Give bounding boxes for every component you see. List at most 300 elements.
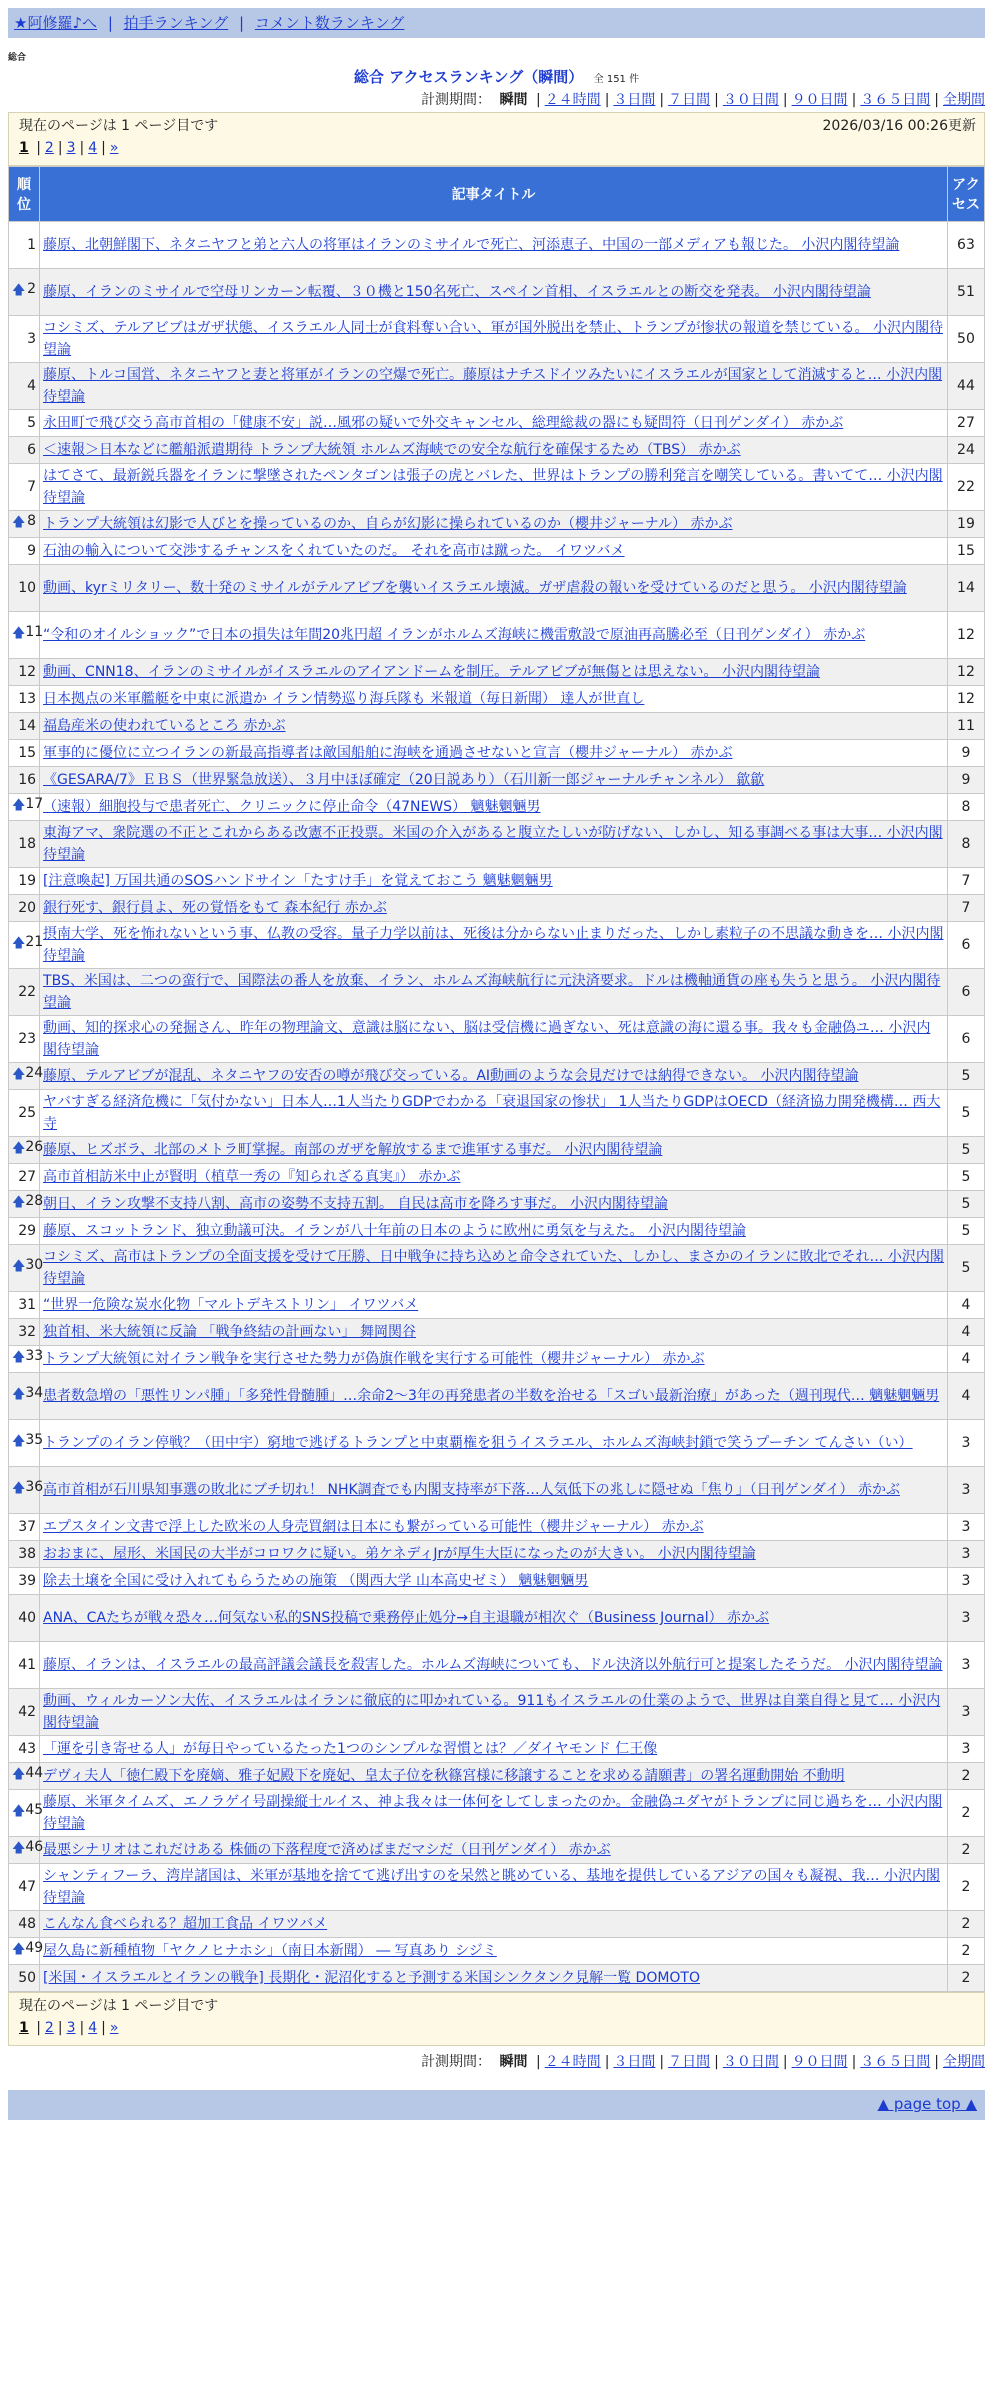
rank-cell <box>9 1420 44 1466</box>
title-cell <box>40 1063 947 1089</box>
ranking-row <box>9 1911 984 1937</box>
page-current: 1 <box>19 2020 29 2036</box>
rank-number: 27 <box>18 1169 37 1185</box>
rank-cell <box>9 612 44 658</box>
period-link[interactable]: ３０日間 <box>722 92 779 108</box>
title-cell <box>40 659 947 685</box>
ranking-row <box>9 269 984 315</box>
rank-number: 42 <box>18 1704 37 1720</box>
page-link[interactable]: 2 <box>44 140 54 156</box>
title-cell <box>40 1965 947 1991</box>
ranking-row <box>9 1965 984 1991</box>
page-link[interactable]: 4 <box>88 2020 98 2036</box>
rank-number: 28 <box>25 1193 44 1209</box>
rank-up-arrow-icon: 🡅 <box>12 1804 26 1819</box>
rank-cell <box>9 437 39 463</box>
ranking-row <box>9 1763 984 1789</box>
rank-number: 34 <box>25 1385 44 1401</box>
article-title-link[interactable]: トランプのイラン停戦？（田中宇）窮地で逃げるトランプと中東覇権を狙うイスラエル、ホルムズ海峡封鎖で笑うプーチン てんさい（い） <box>43 1435 913 1451</box>
page-separator: | <box>79 140 85 156</box>
rank-cell <box>9 740 39 766</box>
access-count: 12 <box>948 659 984 685</box>
rank-cell <box>9 1319 39 1345</box>
rank-cell <box>9 222 39 268</box>
access-count: 5 <box>948 1063 984 1089</box>
ranking-row <box>9 316 984 362</box>
title-cell <box>40 1467 947 1513</box>
period-link[interactable]: ３０日間 <box>722 2054 779 2070</box>
rank-up-arrow-icon: 🡅 <box>12 1259 26 1274</box>
rank-cell <box>9 922 44 968</box>
article-title-link[interactable]: “令和のオイルショック”で日本の損失は年間20兆円超 イランがホルムズ海峡に機雷敷設で原油再高騰必至（日刊ゲンダイ） 赤かぶ <box>43 627 866 643</box>
rank-cell <box>9 316 39 362</box>
rank-number: 40 <box>18 1610 37 1626</box>
article-title-link[interactable]: はてさて、最新鋭兵器をイランに撃墜されたペンタゴンは張子の虎とバレた、世界はトランプの勝利発言を嘲笑している。書いてて… 小沢内閣待望論 <box>43 468 943 506</box>
title-cell <box>40 794 947 820</box>
article-title-link[interactable]: [注意喚起] 万国共通のSOSハンドサイン「たすけ手」を覚えておこう 魑魅魍魎男 <box>43 873 553 889</box>
period-separator: | <box>535 92 541 108</box>
rank-number: 29 <box>18 1223 37 1239</box>
page-title: 総合 アクセスランキング（瞬間） <box>353 68 584 86</box>
article-title-link[interactable]: トランプ大統領は幻影で人びとを操っているのか、自らが幻影に操られているのか（櫻井ジャーナル） 赤かぶ <box>43 516 733 532</box>
period-separator: | <box>659 92 665 108</box>
article-title-link[interactable]: ヤバすぎる経済危機に「気付かない」日本人…1人当たりGDPでわかる「衰退国家の惨状」 1人当たりGDPはOECD（経済協力開発機構… 西大寺 <box>43 1094 941 1132</box>
article-title-link[interactable]: 除去土壌を全国に受け入れてもらうための施策 （関西大学 山本高史ゼミ） 魑魅魍魎男 <box>43 1573 589 1589</box>
access-count: 3 <box>948 1642 984 1688</box>
access-count: 6 <box>948 969 984 1015</box>
title-cell <box>40 1245 947 1291</box>
title-cell <box>40 1568 947 1594</box>
rank-cell <box>9 538 39 564</box>
rank-up-arrow-icon: 🡅 <box>12 1481 26 1496</box>
rank-cell <box>9 1063 44 1089</box>
ranking-row <box>9 1420 984 1466</box>
next-page-link[interactable]: » <box>109 2020 119 2036</box>
ranking-row <box>9 1245 984 1291</box>
rank-cell <box>9 659 39 685</box>
rank-number: 11 <box>25 624 44 640</box>
rank-up-arrow-icon: 🡅 <box>12 515 26 530</box>
rank-number: 35 <box>25 1432 44 1448</box>
title-cell <box>40 1137 947 1163</box>
rank-number: 22 <box>18 984 37 1000</box>
title-cell <box>40 1218 947 1244</box>
ranking-row <box>9 1938 984 1964</box>
ranking-row <box>9 1016 984 1062</box>
ranking-heading <box>8 66 985 88</box>
article-title-link[interactable]: 石油の輸入について交渉するチャンスをくれていたのだ。 それを高市は蹴った。 イワツバメ <box>43 543 625 559</box>
ranking-row <box>9 1595 984 1641</box>
period-link[interactable]: ３６５日間 <box>860 2054 931 2070</box>
rank-cell <box>9 1736 39 1762</box>
rank-cell <box>9 565 39 611</box>
title-cell <box>40 1164 947 1190</box>
access-count: 4 <box>948 1292 984 1318</box>
rank-number: 37 <box>18 1519 37 1535</box>
rank-number: 12 <box>18 664 37 680</box>
title-cell <box>40 821 947 867</box>
article-title-link[interactable]: 藤原、イランのミサイルで空母リンカーン転覆、３０機と150名死亡、スペイン首相、イスラエルとの断交を発表。 小沢内閣待望論 <box>43 284 871 300</box>
ranking-row <box>9 464 984 510</box>
article-title-link[interactable]: 福島産米の使われているところ 赤かぶ <box>43 718 286 734</box>
period-separator: | <box>782 92 788 108</box>
rank-cell <box>9 868 39 894</box>
rank-cell <box>9 821 39 867</box>
title-cell <box>40 1016 947 1062</box>
top-nav-bar <box>8 8 985 38</box>
rank-number: 21 <box>25 934 44 950</box>
rank-number: 38 <box>18 1546 37 1562</box>
title-cell <box>40 1420 947 1466</box>
page-separator: | <box>57 2020 63 2036</box>
period-link[interactable]: ７日間 <box>668 92 711 108</box>
article-title-link[interactable]: （速報）細胞投与で患者死亡、クリニックに停止命令（47NEWS） 魑魅魍魎男 <box>43 799 541 815</box>
period-link[interactable]: ２４時間 <box>544 2054 601 2070</box>
rank-cell <box>9 1514 39 1540</box>
access-count: 44 <box>948 363 984 409</box>
rank-number: 20 <box>18 900 37 916</box>
access-count: 3 <box>948 1736 984 1762</box>
article-title-link[interactable]: 藤原、テルアビブが混乱、ネタニヤフの安否の噂が飛び交っている。AI動画のような会見だけでは納得できない。 小沢内閣待望論 <box>43 1068 859 1084</box>
rank-number: 5 <box>27 415 37 431</box>
access-count: 5 <box>948 1137 984 1163</box>
title-cell <box>40 612 947 658</box>
pagination <box>19 137 976 161</box>
access-count: 5 <box>948 1164 984 1190</box>
title-cell <box>40 1319 947 1345</box>
ranking-row <box>9 868 984 894</box>
period-link[interactable]: 全期間 <box>943 2054 985 2070</box>
ranking-row <box>9 612 984 658</box>
access-count: 3 <box>948 1568 984 1594</box>
rank-number: 47 <box>18 1879 37 1895</box>
rank-cell <box>9 1016 39 1062</box>
title-cell <box>40 1864 947 1910</box>
title-cell <box>40 1514 947 1540</box>
period-separator: | <box>714 2054 719 2070</box>
page-separator: | <box>101 2020 106 2036</box>
period-link[interactable]: ９０日間 <box>791 92 848 108</box>
article-title-link[interactable]: 《GESARA/7》ＥＢＳ（世界緊急放送）、３月中ほぼ確定（20日説あり）（石川新一郎ジャーナルチャンネル） 歙歙 <box>43 772 765 788</box>
article-title-link[interactable]: 藤原、イランは、イスラエルの最高評議会議長を殺害した。ホルムズ海峡についても、ドル決済以外航行可と提案したそうだ。 小沢内閣待望論 <box>43 1657 943 1673</box>
rank-cell <box>9 1218 39 1244</box>
period-separator: | <box>604 2054 610 2070</box>
rank-up-arrow-icon: 🡅 <box>12 798 26 813</box>
article-title-link[interactable]: 動画、知的探求心の発掘さん、昨年の物理論文、意識は脳にない、脳は受信機に過ぎない、死は意識の海に還る事。我々も金融偽ユ… 小沢内閣待望論 <box>43 1020 931 1058</box>
article-title-link[interactable]: 独首相、米大統領に反論 「戦争終結の計画ない」 舞岡関谷 <box>43 1324 416 1340</box>
title-cell <box>40 1642 947 1688</box>
ranking-row <box>9 363 984 409</box>
access-count: 2 <box>948 1763 984 1789</box>
article-title-link[interactable]: ANA、CAたちが戦々恐々…何気ない私的SNS投稿で乗務停止処分→自主退職が相次ぐ（Business Journal） 赤かぶ <box>43 1610 770 1626</box>
rank-number: 31 <box>18 1297 37 1313</box>
rank-cell <box>9 1292 39 1318</box>
title-cell <box>40 464 947 510</box>
article-title-link[interactable]: 日本拠点の米軍艦艇を中東に派遣か イラン情勢巡り海兵隊も 米報道（毎日新聞） 達人が世直し <box>43 691 645 707</box>
rank-cell <box>9 1541 39 1567</box>
access-count: 3 <box>948 1541 984 1567</box>
rank-number: 3 <box>27 331 37 347</box>
rank-number: 32 <box>18 1324 37 1340</box>
rank-cell <box>9 363 39 409</box>
ranking-row <box>9 1568 984 1594</box>
rank-number: 18 <box>18 836 37 852</box>
article-title-link[interactable]: “世界一危険な炭水化物「マルトデキストリン」 イワツバメ <box>43 1297 419 1313</box>
title-cell <box>40 410 947 436</box>
period-separator: | <box>851 2054 857 2070</box>
access-count: 6 <box>948 1016 984 1062</box>
rank-up-arrow-icon: 🡅 <box>12 1350 26 1365</box>
title-cell <box>40 1191 947 1217</box>
nav-separator: | <box>107 14 113 32</box>
period-link[interactable]: 全期間 <box>943 92 985 108</box>
current-page-text: 現在のページは 1 ページ目です <box>19 118 219 134</box>
rank-cell <box>9 794 44 820</box>
title-cell <box>40 1911 947 1937</box>
current-page-text: 現在のページは 1 ページ目です <box>19 1998 219 2014</box>
article-title-link[interactable]: 最悪シナリオはこれだけある 株価の下落程度で済めばまだマシだ（日刊ゲンダイ） 赤かぶ <box>43 1842 611 1858</box>
article-title-link[interactable]: 高市首相訪米中止が賢明（植草一秀の『知られざる真実』） 赤かぶ <box>43 1169 461 1185</box>
title-cell <box>40 565 947 611</box>
access-count: 15 <box>948 538 984 564</box>
title-cell <box>40 1790 947 1836</box>
title-cell <box>40 538 947 564</box>
title-cell <box>40 895 947 921</box>
access-count: 5 <box>948 1245 984 1291</box>
ranking-row <box>9 222 984 268</box>
access-count: 14 <box>948 565 984 611</box>
article-title-link[interactable]: 患者数急増の「悪性リンパ腫」「多発性骨髄腫」…余命2～3年の再発患者の半数を治せる「スゴい最新治療」があった（週刊現代… 魑魅魍魎男 <box>43 1388 940 1404</box>
rank-cell <box>9 1467 44 1513</box>
article-title-link[interactable]: 銀行死す、銀行員よ、死の覚悟をもて 森本紀行 赤かぶ <box>43 900 387 916</box>
article-title-link[interactable]: 軍事的に優位に立つイランの新最高指導者は敵国船舶に海峡を通過させないと宣言（櫻井ジャーナル） 赤かぶ <box>43 745 733 761</box>
article-title-link[interactable]: [米国・イスラエルとイランの戦争] 長期化・泥沼化すると予測する米国シンクタンク見解一覧 DOMOTO <box>43 1970 701 1986</box>
rank-number: 46 <box>25 1839 44 1855</box>
access-count: 3 <box>948 1467 984 1513</box>
ranking-row <box>9 1292 984 1318</box>
article-title-link[interactable]: 「運を引き寄せる人」が毎日やっているたった1つのシンプルな習慣とは？／ダイヤモンド 仁王像 <box>43 1741 658 1757</box>
title-cell <box>40 686 947 712</box>
article-title-link[interactable]: 藤原、米軍タイムズ、エノラゲイ号副操縦士ルイス、神よ我々は一体何をしてしまったのか。金融偽ユダヤがトランプに同じ過ちを… 小沢内閣待望論 <box>43 1794 943 1832</box>
article-title-link[interactable]: コシミズ、テルアビブはガザ状態、イスラエル人同士が食料奪い合い、軍が国外脱出を禁止、トランプが惨状の報道を禁じている。 小沢内閣待望論 <box>43 320 944 358</box>
clap-ranking-link[interactable]: 拍手ランキング <box>123 14 229 32</box>
article-title-link[interactable]: おおまに、屋形、米国民の大半がコロワクに疑い。弟ケネディJrが厚生大臣になったのが大きい。 小沢内閣待望論 <box>43 1546 756 1562</box>
col-header-rank: 順位 <box>9 167 39 221</box>
period-active: 瞬間 <box>499 92 528 108</box>
period-separator: | <box>851 92 857 108</box>
access-count: 63 <box>948 222 984 268</box>
ranking-row <box>9 1467 984 1513</box>
rank-cell <box>9 1790 44 1836</box>
article-title-link[interactable]: 朝日、イラン攻撃不支持八割、高市の姿勢不支持五割。 自民は高市を降ろす事だ。 小沢内閣待望論 <box>43 1196 668 1212</box>
page-link[interactable]: 3 <box>66 2020 76 2036</box>
rank-number: 10 <box>18 580 37 596</box>
page-info-box-bottom <box>8 1992 985 2046</box>
page-link[interactable]: 3 <box>66 140 76 156</box>
ranking-row <box>9 1191 984 1217</box>
rank-cell <box>9 1346 44 1372</box>
period-separator: | <box>659 2054 665 2070</box>
article-title-link[interactable]: 永田町で飛び交う高市首相の「健康不安」説…風邪の疑いで外交キャンセル、総理総裁の器にも疑問符（日刊ゲンダイ） 赤かぶ <box>43 415 844 431</box>
rank-up-arrow-icon: 🡅 <box>12 626 26 641</box>
page-link[interactable]: 2 <box>44 2020 54 2036</box>
title-cell <box>40 1763 947 1789</box>
rank-cell <box>9 686 39 712</box>
rank-cell <box>9 1689 39 1735</box>
access-count: 4 <box>948 1373 984 1419</box>
access-count: 5 <box>948 1191 984 1217</box>
ranking-row <box>9 1137 984 1163</box>
rank-cell <box>9 1837 44 1863</box>
rank-cell <box>9 1191 44 1217</box>
rank-number: 17 <box>25 796 44 812</box>
ranking-row <box>9 922 984 968</box>
rank-cell <box>9 511 39 537</box>
rank-cell <box>9 1763 44 1789</box>
rank-number: 33 <box>25 1348 44 1364</box>
ranking-row <box>9 1346 984 1372</box>
access-count: 6 <box>948 922 984 968</box>
title-cell <box>40 767 947 793</box>
access-count: 12 <box>948 686 984 712</box>
article-title-link[interactable]: TBS、米国は、二つの蛮行で、国際法の番人を放棄、イラン、ホルムズ海峡航行に元決済要求。ドルは機軸通貨の座も失うと思う。 小沢内閣待望論 <box>43 973 941 1011</box>
access-count: 11 <box>948 713 984 739</box>
rank-cell <box>9 1137 44 1163</box>
rank-cell <box>9 1090 39 1136</box>
title-cell <box>40 1736 947 1762</box>
rank-number: 43 <box>18 1741 37 1757</box>
access-count: 12 <box>948 612 984 658</box>
article-title-link[interactable]: 高市首相が石川県知事選の敗北にブチ切れ！ NHK調査でも内閣支持率が下落…人気低下の兆しに隠せぬ「焦り」（日刊ゲンダイ） 赤かぶ <box>43 1482 901 1498</box>
period-separator: | <box>934 2054 939 2070</box>
article-title-link[interactable]: 摂南大学、死を怖れないという事、仏教の受容。量子力学以前は、死後は分からない止まりだった、しかし素粒子の不思議な動きを… 小沢内閣待望論 <box>43 926 944 964</box>
title-cell <box>40 1346 947 1372</box>
article-title-link[interactable]: 動画、ウィルカーソン大佐、イスラエルはイランに徹底的に叩かれている。911もイスラエルの仕業のようで、世界は自業自得と見て… 小沢内閣待望論 <box>43 1693 941 1731</box>
title-cell <box>40 1090 947 1136</box>
access-count: 4 <box>948 1319 984 1345</box>
period-link[interactable]: ３６５日間 <box>860 92 931 108</box>
rank-number: 41 <box>18 1657 37 1673</box>
title-cell <box>40 1689 947 1735</box>
rank-up-arrow-icon: 🡅 <box>12 283 26 298</box>
back-to-asyura-link[interactable]: ★阿修羅♪へ <box>14 14 98 32</box>
article-title-link[interactable]: デヴィ夫人「徳仁殿下を廃嫡、雅子妃殿下を廃妃、皇太子位を秋篠宮様に移譲することを求める請願書」の署名運動開始 不動明 <box>43 1768 845 1784</box>
rank-cell <box>9 1864 39 1910</box>
rank-up-arrow-icon: 🡅 <box>12 1434 26 1449</box>
period-selector <box>8 88 985 112</box>
ranking-table <box>8 166 985 1992</box>
access-count: 2 <box>948 1864 984 1910</box>
rank-number: 4 <box>27 378 37 394</box>
article-title-link[interactable]: ＜速報＞日本などに艦船派遣期待 トランプ大統領 ホルムズ海峡での安全な航行を確保するため（TBS） 赤かぶ <box>43 442 741 458</box>
rank-number: 36 <box>25 1479 44 1495</box>
access-count: 5 <box>948 1090 984 1136</box>
title-cell <box>40 713 947 739</box>
rank-number: 9 <box>27 543 37 559</box>
ranking-row <box>9 511 984 537</box>
article-title-link[interactable]: エプスタイン文書で浮上した欧米の人身売買網は日本にも繋がっている可能性（櫻井ジャーナル） 赤かぶ <box>43 1519 704 1535</box>
page-link[interactable]: 4 <box>88 140 98 156</box>
comment-ranking-link[interactable]: コメント数ランキング <box>254 14 405 32</box>
period-link[interactable]: ３日間 <box>613 2054 656 2070</box>
page-separator: | <box>36 2020 41 2036</box>
page-top-link[interactable]: ▲ page top ▲ <box>877 2095 977 2113</box>
period-link[interactable]: ２４時間 <box>544 92 601 108</box>
rank-up-arrow-icon: 🡅 <box>12 1141 26 1156</box>
article-title-link[interactable]: 東海アマ、衆院選の不正とこれからある改憲不正投票。米国の介入があると腹立たしいが防げない、しかし、知る事調べる事は大事… 小沢内閣待望論 <box>43 825 943 863</box>
access-count: 2 <box>948 1965 984 1991</box>
ranking-row <box>9 969 984 1015</box>
access-count: 7 <box>948 895 984 921</box>
period-link[interactable]: ９０日間 <box>791 2054 848 2070</box>
total-count: 全 151 件 <box>593 74 640 85</box>
page-separator: | <box>79 2020 85 2036</box>
article-title-link[interactable]: 動画、kyrミリタリー、数十発のミサイルがテルアビブを襲いイスラエル壊滅。ガザ虐殺の報いを受けているのだと思う。 小沢内閣待望論 <box>43 580 907 596</box>
ranking-row <box>9 1736 984 1762</box>
article-title-link[interactable]: 動画、CNN18、イランのミサイルがイスラエルのアイアンドームを制圧。テルアビブが無傷とは思えない。 小沢内閣待望論 <box>43 664 820 680</box>
rank-up-arrow-icon: 🡅 <box>12 1841 26 1856</box>
page-separator: | <box>57 140 63 156</box>
article-title-link[interactable]: シャンティフーラ、湾岸諸国は、米軍が基地を捨てて逃げ出すのを呆然と眺めている、基地を提供しているアジアの国々も凝視、我… 小沢内閣待望論 <box>43 1868 940 1906</box>
article-title-link[interactable]: 藤原、スコットランド、独立動議可決。イランが八十年前の日本のように欧州に勇気を与えた。 小沢内閣待望論 <box>43 1223 746 1239</box>
article-title-link[interactable]: 藤原、北朝鮮閣下、ネタニヤフと弟と六人の将軍はイランのミサイルで死亡、河添恵子、中国の一部メディアも報じた。 小沢内閣待望論 <box>43 237 900 253</box>
access-count: 3 <box>948 1595 984 1641</box>
next-page-link[interactable]: » <box>109 140 119 156</box>
ranking-row <box>9 1218 984 1244</box>
rank-number: 39 <box>18 1573 37 1589</box>
access-count: 5 <box>948 1218 984 1244</box>
rank-number: 19 <box>18 873 37 889</box>
period-link[interactable]: ７日間 <box>668 2054 711 2070</box>
rank-cell <box>9 767 39 793</box>
ranking-row <box>9 410 984 436</box>
access-count: 27 <box>948 410 984 436</box>
rank-number: 14 <box>18 718 37 734</box>
title-cell <box>40 316 947 362</box>
title-cell <box>40 1837 947 1863</box>
rank-cell <box>9 1568 39 1594</box>
access-count: 3 <box>948 1420 984 1466</box>
period-link[interactable]: ３日間 <box>613 92 656 108</box>
ranking-row <box>9 1164 984 1190</box>
rank-up-arrow-icon: 🡅 <box>12 1387 26 1402</box>
article-title-link[interactable]: こんなん食べられる？超加工食品 イワツバメ <box>43 1916 328 1932</box>
rank-up-arrow-icon: 🡅 <box>12 936 26 951</box>
article-title-link[interactable]: トランプ大統領に対イラン戦争を実行させた勢力が偽旗作戦を実行する可能性（櫻井ジャーナル） 赤かぶ <box>43 1351 705 1367</box>
rank-number: 13 <box>18 691 37 707</box>
ranking-row <box>9 1837 984 1863</box>
article-title-link[interactable]: コシミズ、高市はトランプの全面支援を受けて圧勝、日中戦争に持ち込めと命令されていた、しかし、まさかのイランに敗北でそれ… 小沢内閣待望論 <box>43 1249 944 1287</box>
rank-number: 7 <box>27 479 37 495</box>
access-count: 50 <box>948 316 984 362</box>
title-cell <box>40 1373 947 1419</box>
article-title-link[interactable]: 藤原、ヒズボラ、北部のメトラ町掌握。南部のガザを解放するまで進軍する事だ。 小沢内閣待望論 <box>43 1142 663 1158</box>
page-separator: | <box>101 140 106 156</box>
ranking-row <box>9 1090 984 1136</box>
rank-number: 26 <box>25 1139 44 1155</box>
access-count: 2 <box>948 1790 984 1836</box>
rank-cell <box>9 1938 44 1964</box>
article-title-link[interactable]: 屋久島に新種植物「ヤクノヒナホシ」（南日本新聞） ― 写真あり シジミ <box>43 1943 497 1959</box>
title-cell <box>40 437 947 463</box>
ranking-row <box>9 1514 984 1540</box>
rank-up-arrow-icon: 🡅 <box>12 1067 26 1082</box>
ranking-row <box>9 1319 984 1345</box>
period-separator: | <box>714 92 719 108</box>
title-cell <box>40 1938 947 1964</box>
access-count: 8 <box>948 794 984 820</box>
article-title-link[interactable]: 藤原、トルコ国営、ネタニヤフと妻と将軍がイランの空爆で死亡。藤原はナチスドイツみたいにイスラエルが国家として消滅すると… 小沢内閣待望論 <box>43 367 943 405</box>
